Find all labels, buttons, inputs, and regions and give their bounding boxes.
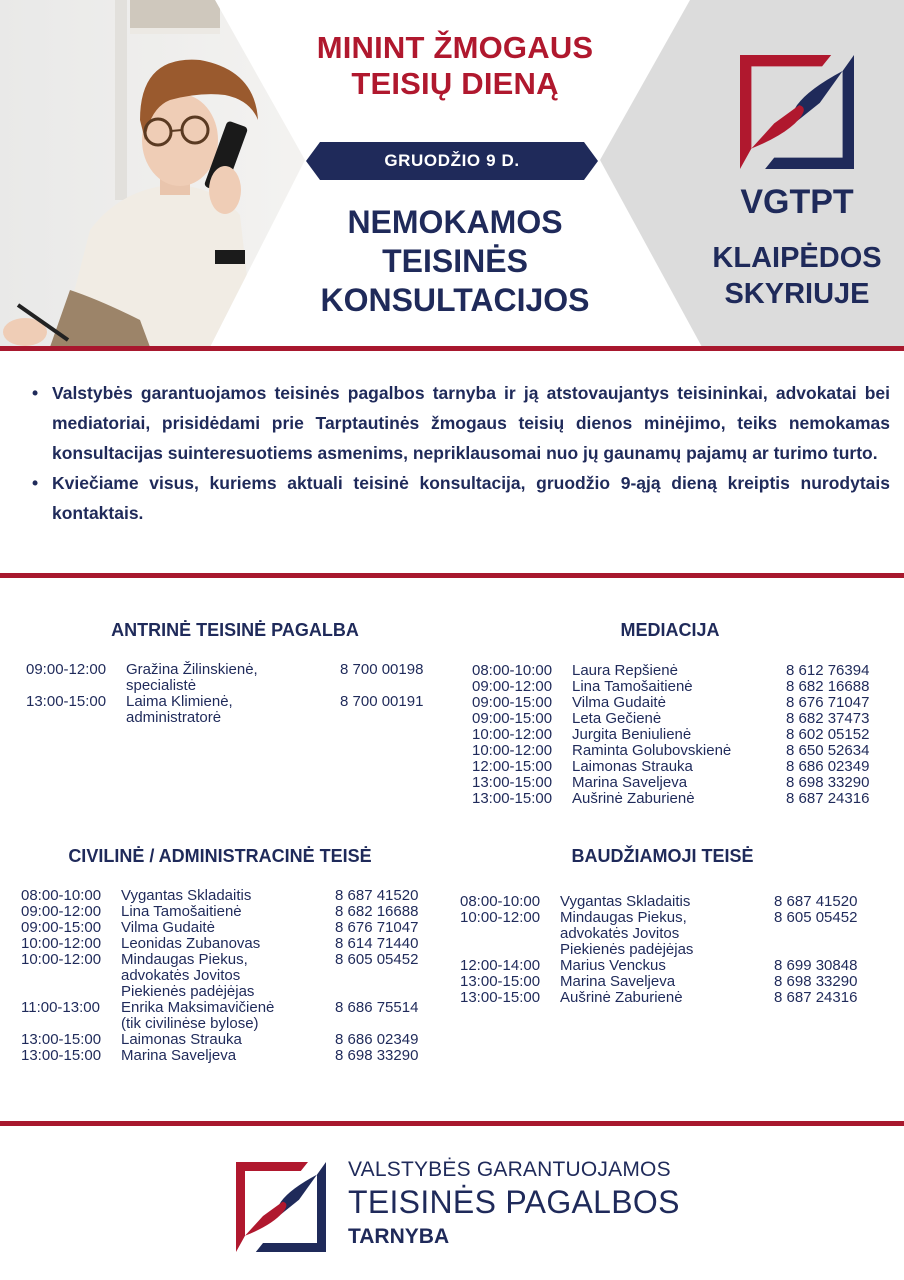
date-banner xyxy=(306,142,598,180)
contact-row xyxy=(460,990,857,1006)
branch-line2: SKYRIUJE xyxy=(724,278,870,310)
vgtpt-logo-icon xyxy=(740,55,854,169)
contact-row xyxy=(21,936,418,952)
phone-number[interactable]: 8 686 75514 xyxy=(335,999,419,1016)
phone-number[interactable]: 8 700 00191 xyxy=(340,693,424,710)
phone-number[interactable]: 8 614 71440 xyxy=(335,935,419,952)
civiline-list xyxy=(21,888,418,1064)
contact-name: Vygantas Skladaitis xyxy=(121,887,252,904)
contact-row xyxy=(21,1048,418,1064)
contact-row xyxy=(472,711,869,727)
time-slot: 13:00-15:00 xyxy=(472,774,553,791)
contact-row xyxy=(472,695,869,711)
branch-line1: KLAIPĖDOS xyxy=(712,242,882,274)
event-date: GRUODŽIO 9 D. xyxy=(384,151,520,170)
contact-name: Mindaugas Piekus, advokatės Jovitos Piekienės padėjėjas xyxy=(560,909,694,958)
divider-top xyxy=(0,346,904,351)
phone-number[interactable]: 8 698 33290 xyxy=(335,1047,419,1064)
contact-name: Vilma Gudaitė xyxy=(121,919,215,936)
vgtpt-footer-logo-icon xyxy=(236,1162,326,1252)
contact-name: Gražina Žilinskienė, specialistė xyxy=(126,661,258,694)
time-slot: 08:00-10:00 xyxy=(472,662,553,679)
contact-name: Laima Klimienė, administratorė xyxy=(126,693,233,726)
contact-row xyxy=(472,679,869,695)
time-slot: 09:00-12:00 xyxy=(26,661,107,678)
contact-row xyxy=(21,920,418,936)
intro-text xyxy=(30,378,890,528)
baudziamoji-list xyxy=(460,894,857,1006)
contact-row xyxy=(26,694,423,726)
intro-bullet-2: • Kviečiame visus, kuriems aktuali teisinė konsultacija, gruodžio 9-ąją dieną kreiptis nurodytais kontaktais. xyxy=(30,468,890,528)
section-civiline xyxy=(10,846,430,867)
contact-row xyxy=(472,743,869,759)
antrine-list xyxy=(26,662,423,726)
time-slot: 12:00-15:00 xyxy=(472,758,553,775)
contact-name: Lina Tamošaitienė xyxy=(572,678,693,695)
phone-number[interactable]: 8 682 16688 xyxy=(335,903,419,920)
contact-name: Vilma Gudaitė xyxy=(572,694,666,711)
event-subtitle-line1: NEMOKAMOS xyxy=(347,204,563,240)
time-slot: 10:00-12:00 xyxy=(472,726,553,743)
time-slot: 13:00-15:00 xyxy=(460,973,541,990)
contact-row xyxy=(460,894,857,910)
event-title-line1: MININT ŽMOGAUS xyxy=(316,30,594,65)
contact-row xyxy=(21,952,418,1000)
contact-row xyxy=(460,910,857,958)
contact-name: Aušrinė Zaburienė xyxy=(560,989,683,1006)
contact-name: Marina Saveljeva xyxy=(572,774,688,791)
contact-row xyxy=(21,1000,418,1032)
contact-row xyxy=(472,775,869,791)
divider-bottom xyxy=(0,1121,904,1126)
contact-row xyxy=(472,759,869,775)
phone-number[interactable]: 8 605 05452 xyxy=(774,909,858,926)
phone-number[interactable]: 8 686 02349 xyxy=(335,1031,419,1048)
divider-middle xyxy=(0,573,904,578)
contact-row xyxy=(472,791,869,807)
phone-number[interactable]: 8 686 02349 xyxy=(786,758,870,775)
event-subtitle-line3: KONSULTACIJOS xyxy=(320,282,590,318)
section-antrine xyxy=(20,620,450,641)
time-slot: 13:00-15:00 xyxy=(21,1031,102,1048)
time-slot: 11:00-13:00 xyxy=(21,999,100,1016)
contact-name: Raminta Golubovskienė xyxy=(572,742,732,759)
mediacija-list xyxy=(472,663,869,807)
time-slot: 10:00-12:00 xyxy=(21,935,102,952)
footer-org-name xyxy=(348,1158,680,1249)
section-title: MEDIACIJA xyxy=(620,620,720,640)
phone-number[interactable]: 8 682 37473 xyxy=(786,710,870,727)
phone-number[interactable]: 8 676 71047 xyxy=(335,919,419,936)
contact-row xyxy=(460,958,857,974)
time-slot: 10:00-12:00 xyxy=(472,742,553,759)
phone-number[interactable]: 8 612 76394 xyxy=(786,662,870,679)
footer-line2: TEISINĖS PAGALBOS xyxy=(348,1184,680,1220)
phone-number[interactable]: 8 682 16688 xyxy=(786,678,870,695)
time-slot: 10:00-12:00 xyxy=(460,909,541,926)
footer-line1: VALSTYBĖS GARANTUOJAMOS xyxy=(348,1158,671,1181)
contact-name: Vygantas Skladaitis xyxy=(560,893,691,910)
contact-name: Jurgita Beniulienė xyxy=(572,726,692,743)
phone-number[interactable]: 8 698 33290 xyxy=(774,973,858,990)
phone-number[interactable]: 8 687 41520 xyxy=(335,887,419,904)
contact-row xyxy=(21,888,418,904)
contact-name: Marina Saveljeva xyxy=(560,973,676,990)
section-title: BAUDŽIAMOJI TEISĖ xyxy=(571,846,754,866)
contact-row xyxy=(21,1032,418,1048)
phone-number[interactable]: 8 687 24316 xyxy=(786,790,870,807)
contact-name: Aušrinė Zaburienė xyxy=(572,790,695,807)
time-slot: 08:00-10:00 xyxy=(460,893,541,910)
time-slot: 09:00-15:00 xyxy=(472,710,553,727)
time-slot: 08:00-10:00 xyxy=(21,887,102,904)
time-slot: 13:00-15:00 xyxy=(460,989,541,1006)
event-title xyxy=(290,30,620,102)
phone-number[interactable]: 8 687 24316 xyxy=(774,989,858,1006)
time-slot: 13:00-15:00 xyxy=(26,693,107,710)
contact-name: Mindaugas Piekus, advokatės Jovitos Piekienės padėjėjas xyxy=(121,951,255,1000)
phone-number[interactable]: 8 602 05152 xyxy=(786,726,870,743)
phone-number[interactable]: 8 699 30848 xyxy=(774,957,858,974)
contact-name: Leta Gečienė xyxy=(572,710,662,727)
time-slot: 13:00-15:00 xyxy=(472,790,553,807)
hero-banner xyxy=(0,0,904,347)
branch-name xyxy=(690,240,904,312)
contact-row xyxy=(460,974,857,990)
contact-row xyxy=(472,727,869,743)
contact-name: Laimonas Strauka xyxy=(572,758,693,775)
event-title-line2: TEISIŲ DIENĄ xyxy=(351,66,559,101)
contact-name: Lina Tamošaitienė xyxy=(121,903,242,920)
phone-number[interactable]: 8 698 33290 xyxy=(786,774,870,791)
phone-number[interactable]: 8 700 00198 xyxy=(340,661,424,678)
contact-name: Laimonas Strauka xyxy=(121,1031,242,1048)
contact-name: Leonidas Zubanovas xyxy=(121,935,261,952)
section-mediacija xyxy=(460,620,880,641)
intro-bullet-1: • Valstybės garantuojamos teisinės pagalbos tarnyba ir ją atstovaujantys teisininkai, advokatai bei mediatoriai, prisidėdami prie Tarptautinės žmogaus teisių dienos minėjimo, teiks nemokamas konsultacijas suinteresuotiems asmenims, nepriklausomai nuo jų gaunamų pajamų ar turimo turto. xyxy=(30,378,890,468)
section-baudziamoji xyxy=(450,846,875,867)
contact-name: Enrika Maksimavičienė (tik civilinėse bylose) xyxy=(121,999,275,1032)
phone-number[interactable]: 8 676 71047 xyxy=(786,694,870,711)
time-slot: 09:00-12:00 xyxy=(21,903,102,920)
contact-name: Laura Repšienė xyxy=(572,662,678,679)
section-title: ANTRINĖ TEISINĖ PAGALBA xyxy=(111,620,359,640)
contact-row xyxy=(26,662,423,694)
time-slot: 12:00-14:00 xyxy=(460,957,541,974)
time-slot: 09:00-15:00 xyxy=(472,694,553,711)
section-title: CIVILINĖ / ADMINISTRACINĖ TEISĖ xyxy=(68,846,372,866)
contact-name: Marina Saveljeva xyxy=(121,1047,237,1064)
event-subtitle-line2: TEISINĖS xyxy=(382,243,528,279)
time-slot: 10:00-12:00 xyxy=(21,951,102,968)
time-slot: 13:00-15:00 xyxy=(21,1047,102,1064)
event-subtitle xyxy=(290,203,620,320)
contact-name: Marius Venckus xyxy=(560,957,666,974)
org-abbreviation: VGTPT xyxy=(740,183,854,221)
contact-row xyxy=(21,904,418,920)
time-slot: 09:00-12:00 xyxy=(472,678,553,695)
phone-number[interactable]: 8 605 05452 xyxy=(335,951,419,968)
contact-row xyxy=(472,663,869,679)
phone-number[interactable]: 8 650 52634 xyxy=(786,742,870,759)
time-slot: 09:00-15:00 xyxy=(21,919,102,936)
phone-number[interactable]: 8 687 41520 xyxy=(774,893,858,910)
footer-line3: TARNYBA xyxy=(348,1225,450,1248)
